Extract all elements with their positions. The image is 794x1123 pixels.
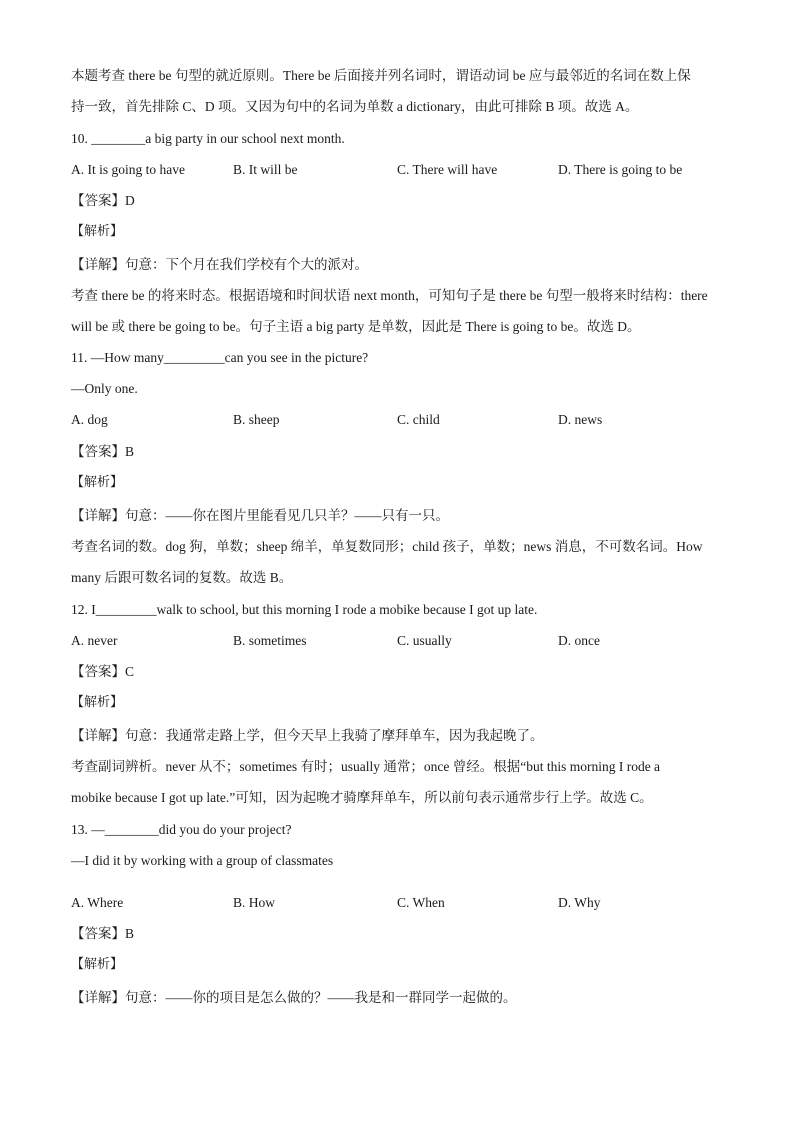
- q12-answer: 【答案】C: [71, 664, 135, 679]
- q12-stem: 12. I_________walk to school, but this morning I rode a mobike because I got up late.: [71, 602, 538, 617]
- q13-option-d: D. Why: [558, 895, 601, 910]
- q11-stem-2: —Only one.: [71, 381, 138, 396]
- q10-detail: 【详解】句意：下个月在我们学校有个大的派对。: [71, 257, 368, 272]
- q13-option-c: C. When: [397, 895, 445, 910]
- q11-option-a: A. dog: [71, 412, 108, 427]
- q10-explain-1: 考查 there be 的将来时态。根据语境和时间状语 next month，可知句子是 there be 句型一般将来时结构：there: [71, 288, 708, 303]
- q13-option-a: A. Where: [71, 895, 124, 910]
- q13-detail: 【详解】句意：——你的项目是怎么做的？——我是和一群同学一起做的。: [71, 990, 517, 1005]
- q12-options: [71, 632, 731, 650]
- q12-option-a: A. never: [71, 633, 118, 648]
- q11-option-c: C. child: [397, 412, 440, 427]
- q11-explain-1: 考查名词的数。dog 狗，单数；sheep 绵羊，单复数同形；child 孩子，单数；news 消息，不可数名词。How: [71, 539, 703, 554]
- q13-stem-2: —I did it by working with a group of classmates: [71, 853, 334, 868]
- q10-options: [71, 161, 731, 179]
- q10-explain-2: will be 或 there be going to be。句子主语 a big party 是单数，因此是 There is going to be。故选 D。: [71, 319, 641, 334]
- q13-options: [71, 894, 731, 912]
- q12-detail: 【详解】句意：我通常走路上学，但今天早上我骑了摩拜单车，因为我起晚了。: [71, 728, 544, 743]
- intro-line-1: 本题考查 there be 句型的就近原则。There be 后面接并列名词时，谓语动词 be 应与最邻近的名词在数上保: [71, 68, 691, 83]
- q10-option-b: B. It will be: [233, 162, 298, 177]
- intro-line-2: 持一致，首先排除 C、D 项。又因为句中的名词为单数 a dictionary，由此可排除 B 项。故选 A。: [71, 99, 639, 114]
- q10-stem: 10. ________a big party in our school next month.: [71, 131, 345, 146]
- q13-stem-1: 13. —________did you do your project?: [71, 822, 292, 837]
- q12-explain-1: 考查副词辨析。never 从不；sometimes 有时；usually 通常；once 曾经。根据“but this morning I rode a: [71, 759, 661, 774]
- q12-option-b: B. sometimes: [233, 633, 307, 648]
- q11-answer: 【答案】B: [71, 444, 135, 459]
- q12-explain-2: mobike because I got up late.”可知，因为起晚才骑摩拜单车，所以前句表示通常步行上学。故选 C。: [71, 790, 653, 805]
- q11-option-d: D. news: [558, 412, 603, 427]
- q11-analysis-label: 【解析】: [71, 475, 124, 490]
- q11-option-b: B. sheep: [233, 412, 280, 427]
- q13-option-b: B. How: [233, 895, 276, 910]
- q10-option-a: A. It is going to have: [71, 162, 185, 177]
- q10-option-d: D. There is going to be: [558, 162, 683, 177]
- q10-option-c: C. There will have: [397, 162, 498, 177]
- q10-analysis-label: 【解析】: [71, 224, 124, 239]
- q12-option-d: D. once: [558, 633, 600, 648]
- q11-explain-2: many 后跟可数名词的复数。故选 B。: [71, 570, 293, 585]
- q11-detail: 【详解】句意：——你在图片里能看见几只羊？——只有一只。: [71, 508, 449, 523]
- q12-analysis-label: 【解析】: [71, 695, 124, 710]
- q13-answer: 【答案】B: [71, 926, 135, 941]
- q13-analysis-label: 【解析】: [71, 957, 124, 972]
- q11-options: [71, 411, 731, 429]
- q12-option-c: C. usually: [397, 633, 452, 648]
- q11-stem-1: 11. —How many_________can you see in the picture?: [71, 350, 369, 365]
- q10-answer: 【答案】D: [71, 193, 135, 208]
